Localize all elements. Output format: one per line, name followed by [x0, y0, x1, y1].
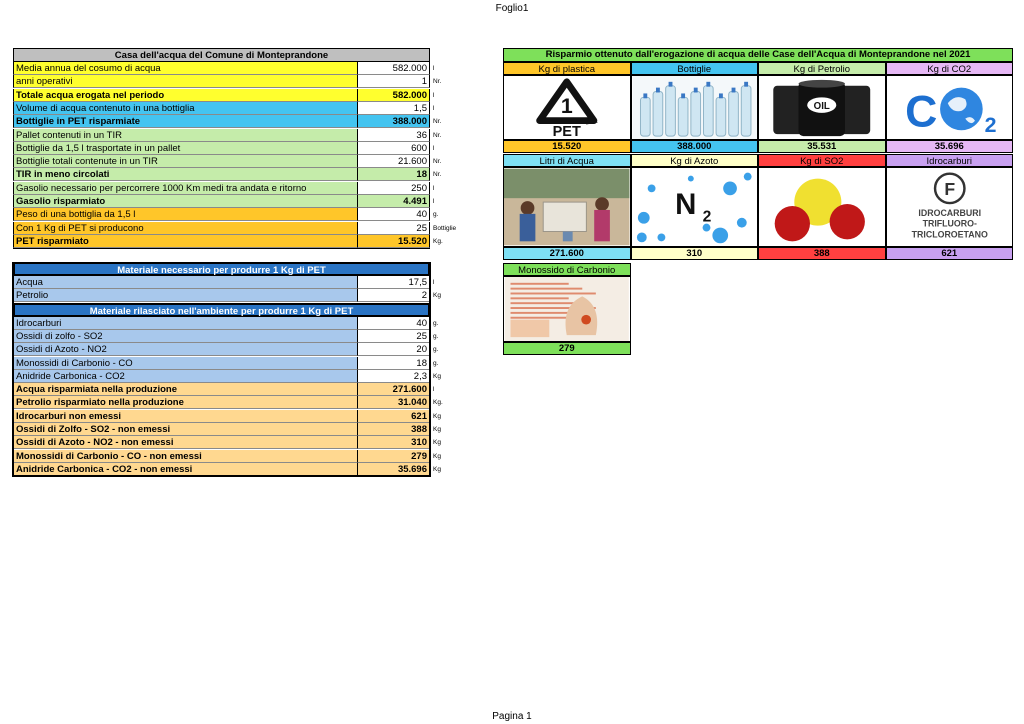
emissions-header: Materiale rilasciato nell'ambiente per produrre 1 Kg di PET — [13, 303, 430, 317]
row-value[interactable]: 18 — [357, 168, 430, 181]
water-house-table-header: Casa dell'acqua del Comune di Monteprandone — [13, 48, 430, 62]
row-label[interactable]: Monossidi di Carbonio - CO - non emessi — [13, 450, 357, 463]
row-label[interactable]: PET risparmiato — [13, 235, 357, 248]
row-unit: l — [433, 65, 435, 72]
row-value[interactable]: 4.491 — [357, 195, 430, 208]
row-unit: g. — [433, 346, 439, 354]
row-label[interactable]: Anidride Carbonica - CO2 — [13, 370, 357, 383]
row-value[interactable]: 1,5 — [357, 102, 430, 115]
row-unit: Kg — [433, 452, 441, 460]
row-unit: g. — [433, 319, 439, 327]
row-value[interactable]: 20 — [357, 343, 430, 356]
svg-text:N: N — [674, 187, 696, 221]
svg-text:IDROCARBURI: IDROCARBURI — [917, 207, 981, 218]
savings-value: 271.600 — [503, 247, 631, 260]
row-value[interactable]: 25 — [357, 222, 430, 235]
row-unit: Nr. — [433, 171, 442, 179]
row-unit: Kg — [433, 372, 441, 380]
row-unit: g. — [433, 211, 439, 219]
water-bottles-icon — [631, 75, 759, 140]
co2-globe-icon — [886, 75, 1014, 140]
row-value[interactable]: 582.000 — [357, 62, 430, 75]
row-value[interactable]: 621 — [357, 410, 430, 423]
row-unit: g. — [433, 359, 439, 367]
row-unit: Kg. — [433, 237, 443, 245]
sheet-title: Foglio1 — [495, 3, 529, 14]
row-unit: l — [433, 386, 435, 394]
row-label[interactable]: Bottiglie in PET risparmiate — [13, 115, 357, 128]
savings-value: 279 — [503, 342, 631, 355]
savings-value: 35.696 — [886, 140, 1014, 153]
row-label[interactable]: Gasolio risparmiato — [13, 195, 357, 208]
row-value[interactable]: 36 — [357, 129, 430, 142]
row-value[interactable]: 279 — [357, 450, 430, 463]
row-unit: l — [433, 91, 435, 99]
savings-value: 388 — [758, 247, 886, 260]
row-label[interactable]: Idrocarburi — [13, 317, 357, 330]
savings-value: 621 — [886, 247, 1014, 260]
row-unit: l — [433, 144, 435, 152]
row-unit: Kg — [433, 465, 441, 473]
page-footer: Pagina 1 — [492, 711, 532, 722]
row-unit: Kg — [433, 412, 441, 420]
row-unit: Nr. — [433, 78, 442, 86]
row-unit: Bottiglie — [433, 224, 457, 232]
svg-text:C: C — [904, 87, 937, 137]
row-label[interactable]: Petrolio risparmiato nella produzione — [13, 396, 357, 409]
row-label[interactable]: Ossidi di Zolfo - SO2 - non emessi — [13, 423, 357, 436]
row-label[interactable]: Pallet contenuti in un TIR — [13, 129, 357, 142]
row-label[interactable]: TIR in meno circolati — [13, 168, 357, 181]
row-value[interactable]: 21.600 — [357, 155, 430, 168]
savings-value: 15.520 — [503, 140, 631, 153]
savings-label: Kg di Azoto — [631, 154, 759, 167]
row-value[interactable]: 271.600 — [357, 383, 430, 396]
row-label[interactable]: Gasolio necessario per percorrere 1000 Km medi tra andata e ritorno — [13, 182, 357, 195]
row-unit: l — [433, 104, 435, 112]
row-value[interactable]: 18 — [357, 357, 430, 370]
row-value[interactable]: 2,3 — [357, 370, 430, 383]
oil-barrels-icon — [758, 75, 886, 140]
pet-recycling-icon — [503, 75, 631, 140]
carbon-monoxide-icon — [503, 276, 631, 342]
svg-text:2: 2 — [702, 208, 711, 226]
svg-text:2: 2 — [984, 113, 997, 138]
savings-label: Kg di SO2 — [758, 154, 886, 167]
svg-text:OIL: OIL — [813, 100, 830, 112]
row-unit: Kg — [433, 426, 441, 433]
row-label[interactable]: Bottiglie da 1,5 l trasportate in un pallet — [13, 142, 357, 155]
savings-label: Kg di plastica — [503, 62, 631, 75]
svg-text:PET: PET — [552, 124, 581, 139]
row-value[interactable]: 250 — [357, 182, 430, 195]
row-label[interactable]: Bottiglie totali contenute in un TIR — [13, 155, 357, 168]
svg-text:1: 1 — [560, 93, 573, 118]
row-value[interactable]: 15.520 — [357, 235, 430, 248]
savings-title: Risparmio ottenuto dall'erogazione di acqua delle Case dell'Acqua di Monteprandone nel 2021 — [503, 48, 1013, 62]
row-value[interactable]: 1 — [357, 75, 430, 88]
row-label[interactable]: Ossidi di zolfo - SO2 — [13, 330, 357, 343]
row-unit: g. — [433, 332, 439, 340]
row-unit: Kg — [433, 439, 441, 447]
svg-text:TRIFLUORO-: TRIFLUORO- — [922, 218, 977, 229]
row-value[interactable]: 31.040 — [357, 396, 430, 409]
savings-label: Litri di Acqua — [503, 154, 631, 167]
row-unit: Nr. — [433, 131, 442, 139]
row-unit: Nr. — [433, 118, 442, 126]
nitrogen-molecule-icon — [631, 167, 759, 247]
savings-value: 388.000 — [631, 140, 759, 153]
row-value[interactable]: 35.696 — [357, 463, 430, 476]
so2-molecule-icon — [758, 167, 886, 247]
svg-text:TRICLOROETANO: TRICLOROETANO — [911, 229, 988, 240]
table-border — [13, 248, 430, 249]
row-label[interactable]: Media annua del cosumo di acqua — [13, 62, 357, 75]
row-label[interactable]: Anidride Carbonica - CO2 - non emessi — [13, 463, 357, 476]
row-value[interactable]: 40 — [357, 317, 430, 330]
savings-label: Kg di Petrolio — [758, 62, 886, 75]
savings-label: Idrocarburi — [886, 154, 1014, 167]
row-value[interactable]: 40 — [357, 208, 430, 221]
row-unit: l — [433, 184, 435, 192]
savings-value: 35.531 — [758, 140, 886, 153]
row-label[interactable]: anni operativi — [13, 75, 357, 88]
water-fountain-icon — [503, 167, 631, 247]
row-label[interactable]: Idrocarburi non emessi — [13, 410, 357, 423]
row-label[interactable]: Ossidi di Azoto - NO2 - non emessi — [13, 436, 357, 449]
svg-text:F: F — [943, 179, 955, 200]
row-value[interactable]: 310 — [357, 436, 430, 449]
row-value[interactable]: 600 — [357, 142, 430, 155]
row-value[interactable]: 582.000 — [357, 89, 430, 102]
row-label[interactable]: Monossidi di Carbonio - CO — [13, 357, 357, 370]
row-label[interactable]: Acqua — [13, 276, 357, 289]
savings-value: 310 — [631, 247, 759, 260]
row-value[interactable]: 25 — [357, 330, 430, 343]
savings-label: Kg di CO2 — [886, 62, 1014, 75]
row-label[interactable]: Acqua risparmiata nella produzione — [13, 383, 357, 396]
row-value[interactable]: 388.000 — [357, 115, 430, 128]
row-label[interactable]: Con 1 Kg di PET si producono — [13, 222, 357, 235]
row-unit: Nr. — [433, 158, 442, 166]
row-value[interactable]: 2 — [357, 289, 430, 302]
row-label[interactable]: Petrolio — [13, 289, 357, 302]
row-label[interactable]: Peso di una bottiglia da 1,5 l — [13, 208, 357, 221]
row-label[interactable]: Ossidi di Azoto - NO2 — [13, 343, 357, 356]
pet-production-header: Materiale necessario per produrre 1 Kg di PET — [13, 262, 430, 276]
savings-label: Bottiglie — [631, 62, 759, 75]
row-unit: Kg — [433, 292, 441, 300]
row-unit: l — [433, 279, 435, 286]
row-unit: l — [433, 198, 435, 205]
hydrocarbon-icon — [886, 167, 1014, 247]
savings-label: Monossido di Carbonio — [503, 263, 631, 276]
row-value[interactable]: 388 — [357, 423, 430, 436]
row-value[interactable]: 17,5 — [357, 276, 430, 289]
row-unit: Kg. — [433, 399, 443, 407]
row-label[interactable]: Totale acqua erogata nel periodo — [13, 89, 357, 102]
row-label[interactable]: Volume di acqua contenuto in una bottiglia — [13, 102, 357, 115]
